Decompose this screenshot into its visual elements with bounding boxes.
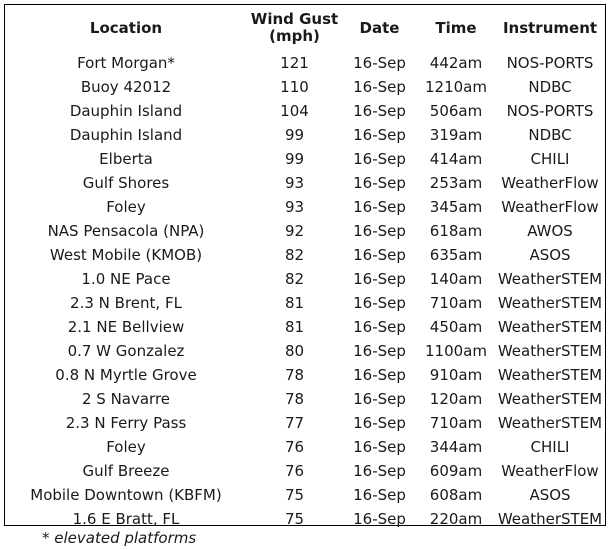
table-row (5, 459, 605, 483)
table-row (5, 243, 605, 267)
cell-location: Buoy 42012 (80, 78, 172, 96)
header-location: Location (89, 18, 163, 37)
cell-date: 16-Sep (353, 390, 406, 408)
cell-instrument: CHILI (530, 438, 570, 456)
cell-date: 16-Sep (353, 270, 406, 288)
cell-date: 16-Sep (353, 102, 406, 120)
cell-location: Elberta (99, 150, 153, 168)
cell-date: 16-Sep (353, 174, 406, 192)
cell-location: 1.6 E Bratt, FL (72, 510, 180, 528)
cell-location: Gulf Shores (82, 174, 170, 192)
cell-instrument: NDBC (528, 78, 572, 96)
table-row (5, 99, 605, 123)
cell-instrument: WeatherSTEM (497, 366, 603, 384)
cell-instrument: NOS-PORTS (506, 102, 594, 120)
cell-location: 1.0 NE Pace (81, 270, 171, 288)
wind-gust-table-container (4, 4, 606, 526)
cell-gust: 82 (284, 270, 305, 288)
cell-time: 1210am (425, 78, 487, 96)
table-row (5, 411, 605, 435)
table-row (5, 363, 605, 387)
header-wind-gust-line1: Wind Gust (250, 10, 339, 28)
cell-date: 16-Sep (353, 342, 406, 360)
header-wind-gust-line2: (mph) (269, 27, 320, 45)
cell-time: 618am (429, 222, 483, 240)
footnote: * elevated platforms (42, 529, 197, 547)
table-row (5, 219, 605, 243)
cell-gust: 99 (284, 126, 305, 144)
cell-gust: 81 (284, 294, 305, 312)
wind-gust-table (5, 5, 605, 531)
cell-instrument: WeatherSTEM (497, 510, 603, 528)
cell-location: Fort Morgan* (77, 54, 175, 72)
cell-instrument: WeatherSTEM (497, 342, 603, 360)
cell-date: 16-Sep (353, 150, 406, 168)
cell-date: 16-Sep (353, 462, 406, 480)
cell-date: 16-Sep (353, 126, 406, 144)
cell-time: 220am (429, 510, 483, 528)
cell-time: 608am (429, 486, 483, 504)
cell-gust: 76 (284, 462, 305, 480)
cell-instrument: CHILI (530, 150, 570, 168)
cell-location: Gulf Breeze (82, 462, 170, 480)
cell-gust: 76 (284, 438, 305, 456)
cell-time: 253am (429, 174, 483, 192)
cell-location: Mobile Downtown (KBFM) (30, 486, 222, 504)
cell-date: 16-Sep (353, 198, 406, 216)
cell-time: 506am (429, 102, 483, 120)
header-instrument: Instrument (502, 18, 598, 37)
table-row (5, 483, 605, 507)
table-row (5, 171, 605, 195)
cell-date: 16-Sep (353, 486, 406, 504)
table-row (5, 387, 605, 411)
table-row (5, 75, 605, 99)
header-row (5, 5, 605, 51)
cell-location: Dauphin Island (69, 102, 183, 120)
cell-time: 120am (429, 390, 483, 408)
cell-time: 710am (429, 414, 483, 432)
table-row (5, 51, 605, 75)
cell-location: Dauphin Island (69, 126, 183, 144)
cell-instrument: NDBC (528, 126, 572, 144)
cell-location: West Mobile (KMOB) (49, 246, 203, 264)
table-row (5, 147, 605, 171)
cell-time: 345am (429, 198, 483, 216)
cell-date: 16-Sep (353, 246, 406, 264)
cell-date: 16-Sep (353, 438, 406, 456)
cell-location: Foley (106, 438, 146, 456)
cell-time: 910am (429, 366, 483, 384)
cell-instrument: WeatherFlow (501, 462, 599, 480)
cell-instrument: WeatherSTEM (497, 318, 603, 336)
cell-gust: 75 (284, 486, 305, 504)
cell-time: 319am (429, 126, 483, 144)
cell-gust: 81 (284, 318, 305, 336)
cell-time: 450am (429, 318, 483, 336)
table-row (5, 123, 605, 147)
cell-gust: 104 (280, 102, 309, 120)
cell-time: 442am (429, 54, 483, 72)
cell-instrument: AWOS (527, 222, 573, 240)
cell-time: 710am (429, 294, 483, 312)
cell-instrument: WeatherFlow (501, 198, 599, 216)
cell-time: 635am (429, 246, 483, 264)
cell-time: 140am (429, 270, 483, 288)
cell-instrument: WeatherSTEM (497, 390, 603, 408)
cell-location: 0.8 N Myrtle Grove (55, 366, 197, 384)
table-row (5, 195, 605, 219)
table-row (5, 267, 605, 291)
cell-date: 16-Sep (353, 510, 406, 528)
cell-location: 2 S Navarre (81, 390, 171, 408)
cell-instrument: ASOS (529, 246, 571, 264)
cell-location: 0.7 W Gonzalez (67, 342, 185, 360)
cell-instrument: NOS-PORTS (506, 54, 594, 72)
cell-location: 2.3 N Ferry Pass (65, 414, 187, 432)
header-date: Date (359, 18, 400, 37)
table-row (5, 315, 605, 339)
cell-date: 16-Sep (353, 54, 406, 72)
cell-location: NAS Pensacola (NPA) (47, 222, 205, 240)
cell-date: 16-Sep (353, 222, 406, 240)
cell-gust: 78 (284, 390, 305, 408)
cell-time: 1100am (425, 342, 487, 360)
cell-date: 16-Sep (353, 366, 406, 384)
cell-time: 344am (429, 438, 483, 456)
cell-gust: 93 (284, 174, 305, 192)
cell-gust: 99 (284, 150, 305, 168)
cell-instrument: WeatherSTEM (497, 294, 603, 312)
cell-gust: 93 (284, 198, 305, 216)
cell-gust: 75 (284, 510, 305, 528)
cell-date: 16-Sep (353, 414, 406, 432)
cell-time: 414am (429, 150, 483, 168)
header-time: Time (435, 18, 477, 37)
cell-date: 16-Sep (353, 78, 406, 96)
table-row (5, 435, 605, 459)
cell-gust: 77 (284, 414, 305, 432)
cell-date: 16-Sep (353, 294, 406, 312)
cell-instrument: ASOS (529, 486, 571, 504)
cell-gust: 78 (284, 366, 305, 384)
cell-gust: 110 (280, 78, 309, 96)
cell-location: Foley (106, 198, 146, 216)
table-row (5, 339, 605, 363)
cell-gust: 80 (284, 342, 305, 360)
cell-instrument: WeatherFlow (501, 174, 599, 192)
cell-instrument: WeatherSTEM (497, 270, 603, 288)
table-row (5, 291, 605, 315)
cell-gust: 121 (280, 54, 309, 72)
cell-date: 16-Sep (353, 318, 406, 336)
header-wind-gust (247, 5, 342, 51)
cell-instrument: WeatherSTEM (497, 414, 603, 432)
cell-gust: 92 (284, 222, 305, 240)
cell-location: 2.3 N Brent, FL (70, 294, 182, 312)
cell-location: 2.1 NE Bellview (67, 318, 185, 336)
cell-gust: 82 (284, 246, 305, 264)
cell-time: 609am (429, 462, 483, 480)
